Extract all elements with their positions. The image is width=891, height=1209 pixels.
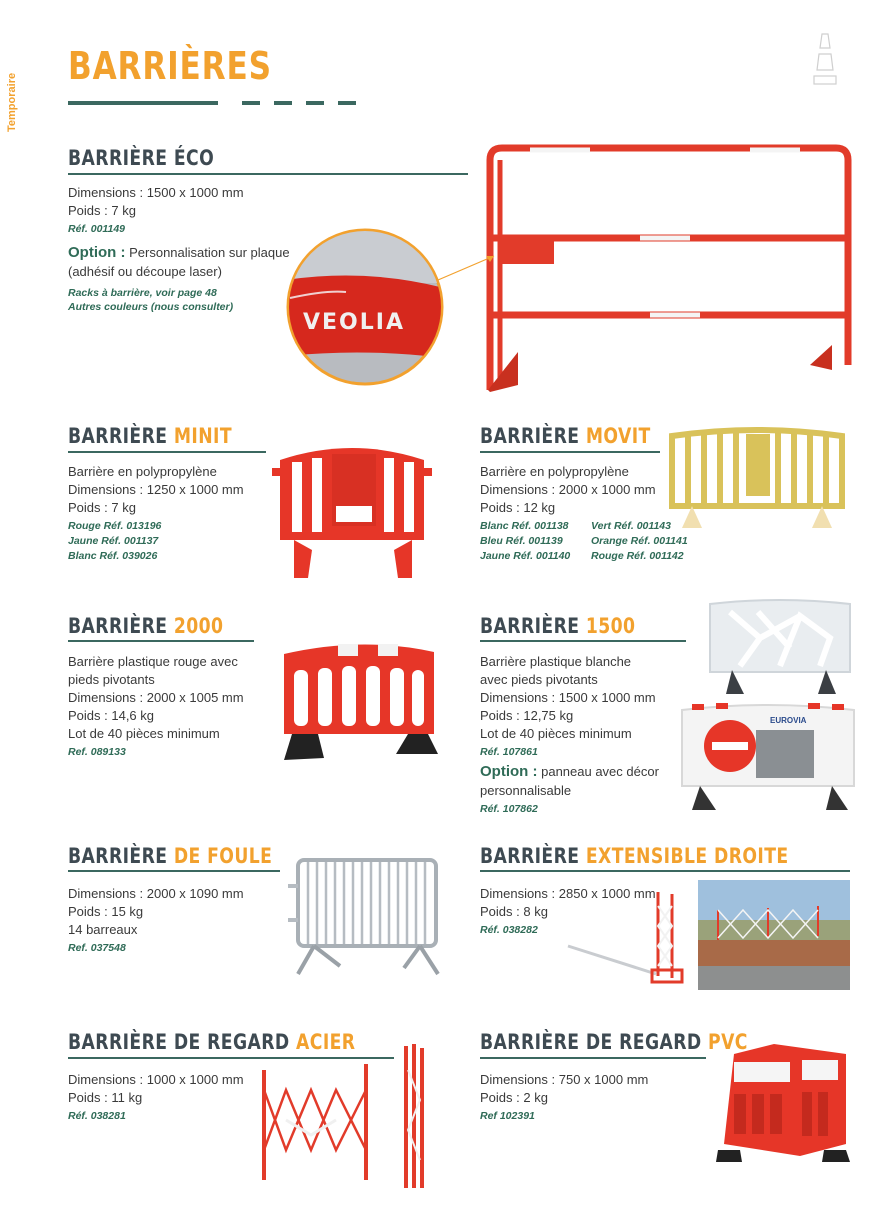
foule-bars: 14 barreaux — [68, 922, 138, 937]
extensible-dimensions: Dimensions : 2850 x 1000 mm — [480, 886, 656, 901]
b2000-weight: Poids : 14,6 kg — [68, 708, 154, 723]
minit-material: Barrière en polypropylène — [68, 464, 217, 479]
b1500-weight: Poids : 12,75 kg — [480, 708, 574, 723]
regard-acier-dimensions: Dimensions : 1000 x 1000 mm — [68, 1072, 244, 1087]
b1500-ref: Réf. 107861 — [480, 746, 538, 758]
b1500-ref2: Réf. 107862 — [480, 803, 538, 815]
movit-title: BARRIÈRE MOVIT — [480, 424, 651, 448]
movit-material: Barrière en polypropylène — [480, 464, 629, 479]
b1500-barrier-image — [700, 598, 858, 698]
b1500-lot: Lot de 40 pièces minimum — [480, 726, 632, 741]
title-dash — [306, 101, 324, 105]
section-rule — [68, 173, 468, 175]
movit-ref: Jaune Réf. 001140 — [480, 550, 571, 562]
title-dash — [338, 101, 356, 105]
eco-note: Racks à barrière, voir page 48 — [68, 287, 217, 299]
movit-ref: Rouge Réf. 001142 — [591, 550, 684, 562]
minit-dimensions: Dimensions : 1250 x 1000 mm — [68, 482, 244, 497]
foule-title: BARRIÈRE DE FOULE — [68, 844, 273, 868]
section-rule — [68, 870, 280, 872]
sidebar-label: Temporaire — [6, 72, 18, 132]
b1500-desc: avec pieds pivotants — [480, 672, 598, 687]
b2000-title: BARRIÈRE 2000 — [68, 614, 224, 638]
movit-ref: Vert Réf. 001143 — [591, 520, 671, 532]
b1500-title: BARRIÈRE 1500 — [480, 614, 636, 638]
eco-ref: Réf. 001149 — [68, 223, 126, 235]
b2000-ref: Ref. 089133 — [68, 746, 126, 758]
eco-title: BARRIÈRE ÉCO — [68, 146, 215, 170]
regard-acier-barrier-image — [256, 1040, 436, 1192]
page-title: BARRIÈRES — [68, 44, 272, 88]
eco-barrier-image — [470, 140, 860, 400]
regard-pvc-weight: Poids : 2 kg — [480, 1090, 548, 1105]
extensible-barrier-image — [564, 886, 690, 990]
extensible-ref: Réf. 038282 — [480, 924, 538, 936]
traffic-cone-icon — [810, 30, 840, 90]
minit-barrier-image — [272, 440, 437, 582]
veolia-detail-image — [286, 228, 444, 386]
eco-option: Option : Personnalisation sur plaque — [68, 244, 290, 261]
foule-dimensions: Dimensions : 2000 x 1090 mm — [68, 886, 244, 901]
extensible-weight: Poids : 8 kg — [480, 904, 548, 919]
minit-ref: Jaune Réf. 001137 — [68, 535, 159, 547]
regard-acier-weight: Poids : 11 kg — [68, 1090, 143, 1105]
extensible-site-photo — [698, 880, 850, 990]
section-rule — [68, 451, 266, 453]
b1500-option: Option : panneau avec décor — [480, 763, 659, 780]
section-rule — [480, 451, 660, 453]
regard-pvc-ref: Ref 102391 — [480, 1110, 535, 1122]
regard-pvc-title: BARRIÈRE DE REGARD PVC — [480, 1030, 748, 1054]
regard-pvc-barrier-image — [714, 1040, 854, 1166]
b2000-barrier-image — [278, 636, 446, 766]
foule-barrier-image — [284, 854, 444, 978]
extensible-title: BARRIÈRE EXTENSIBLE DROITE — [480, 844, 789, 868]
movit-ref: Blanc Réf. 001138 — [480, 520, 569, 532]
eurovia-logo-text: EUROVIA — [770, 716, 807, 725]
minit-ref: Blanc Réf. 039026 — [68, 550, 158, 562]
movit-weight: Poids : 12 kg — [480, 500, 556, 515]
b2000-dimensions: Dimensions : 2000 x 1005 mm — [68, 690, 244, 705]
eco-note: Autres couleurs (nous consulter) — [68, 301, 234, 313]
eco-option-detail: (adhésif ou découpe laser) — [68, 264, 222, 279]
foule-weight: Poids : 15 kg — [68, 904, 144, 919]
b1500-panel-barrier-image — [676, 702, 860, 814]
title-dash — [242, 101, 260, 105]
movit-barrier-image — [662, 424, 852, 534]
section-rule — [480, 870, 850, 872]
minit-ref: Rouge Réf. 013196 — [68, 520, 162, 532]
movit-dimensions: Dimensions : 2000 x 1000 mm — [480, 482, 656, 497]
regard-pvc-dimensions: Dimensions : 750 x 1000 mm — [480, 1072, 649, 1087]
b1500-desc: Barrière plastique blanche — [480, 654, 632, 669]
regard-acier-ref: Réf. 038281 — [68, 1110, 126, 1122]
movit-ref: Orange Réf. 001141 — [591, 535, 688, 547]
b2000-lot: Lot de 40 pièces minimum — [68, 726, 220, 741]
regard-acier-title: BARRIÈRE DE REGARD ACIER — [68, 1030, 356, 1054]
eco-dimensions: Dimensions : 1500 x 1000 mm — [68, 185, 244, 200]
section-rule — [480, 1057, 706, 1059]
b1500-dimensions: Dimensions : 1500 x 1000 mm — [480, 690, 656, 705]
foule-ref: Ref. 037548 — [68, 942, 126, 954]
veolia-logo-text: VEOLIA — [303, 310, 405, 335]
b2000-desc: Barrière plastique rouge avec — [68, 654, 238, 669]
eco-weight: Poids : 7 kg — [68, 203, 136, 218]
title-underline — [68, 101, 218, 105]
section-rule — [480, 640, 686, 642]
minit-title: BARRIÈRE MINIT — [68, 424, 233, 448]
movit-ref: Bleu Réf. 001139 — [480, 535, 563, 547]
title-dash — [274, 101, 292, 105]
section-rule — [68, 640, 254, 642]
b1500-option-detail: personnalisable — [480, 783, 572, 798]
b2000-desc: pieds pivotants — [68, 672, 155, 687]
minit-weight: Poids : 7 kg — [68, 500, 136, 515]
